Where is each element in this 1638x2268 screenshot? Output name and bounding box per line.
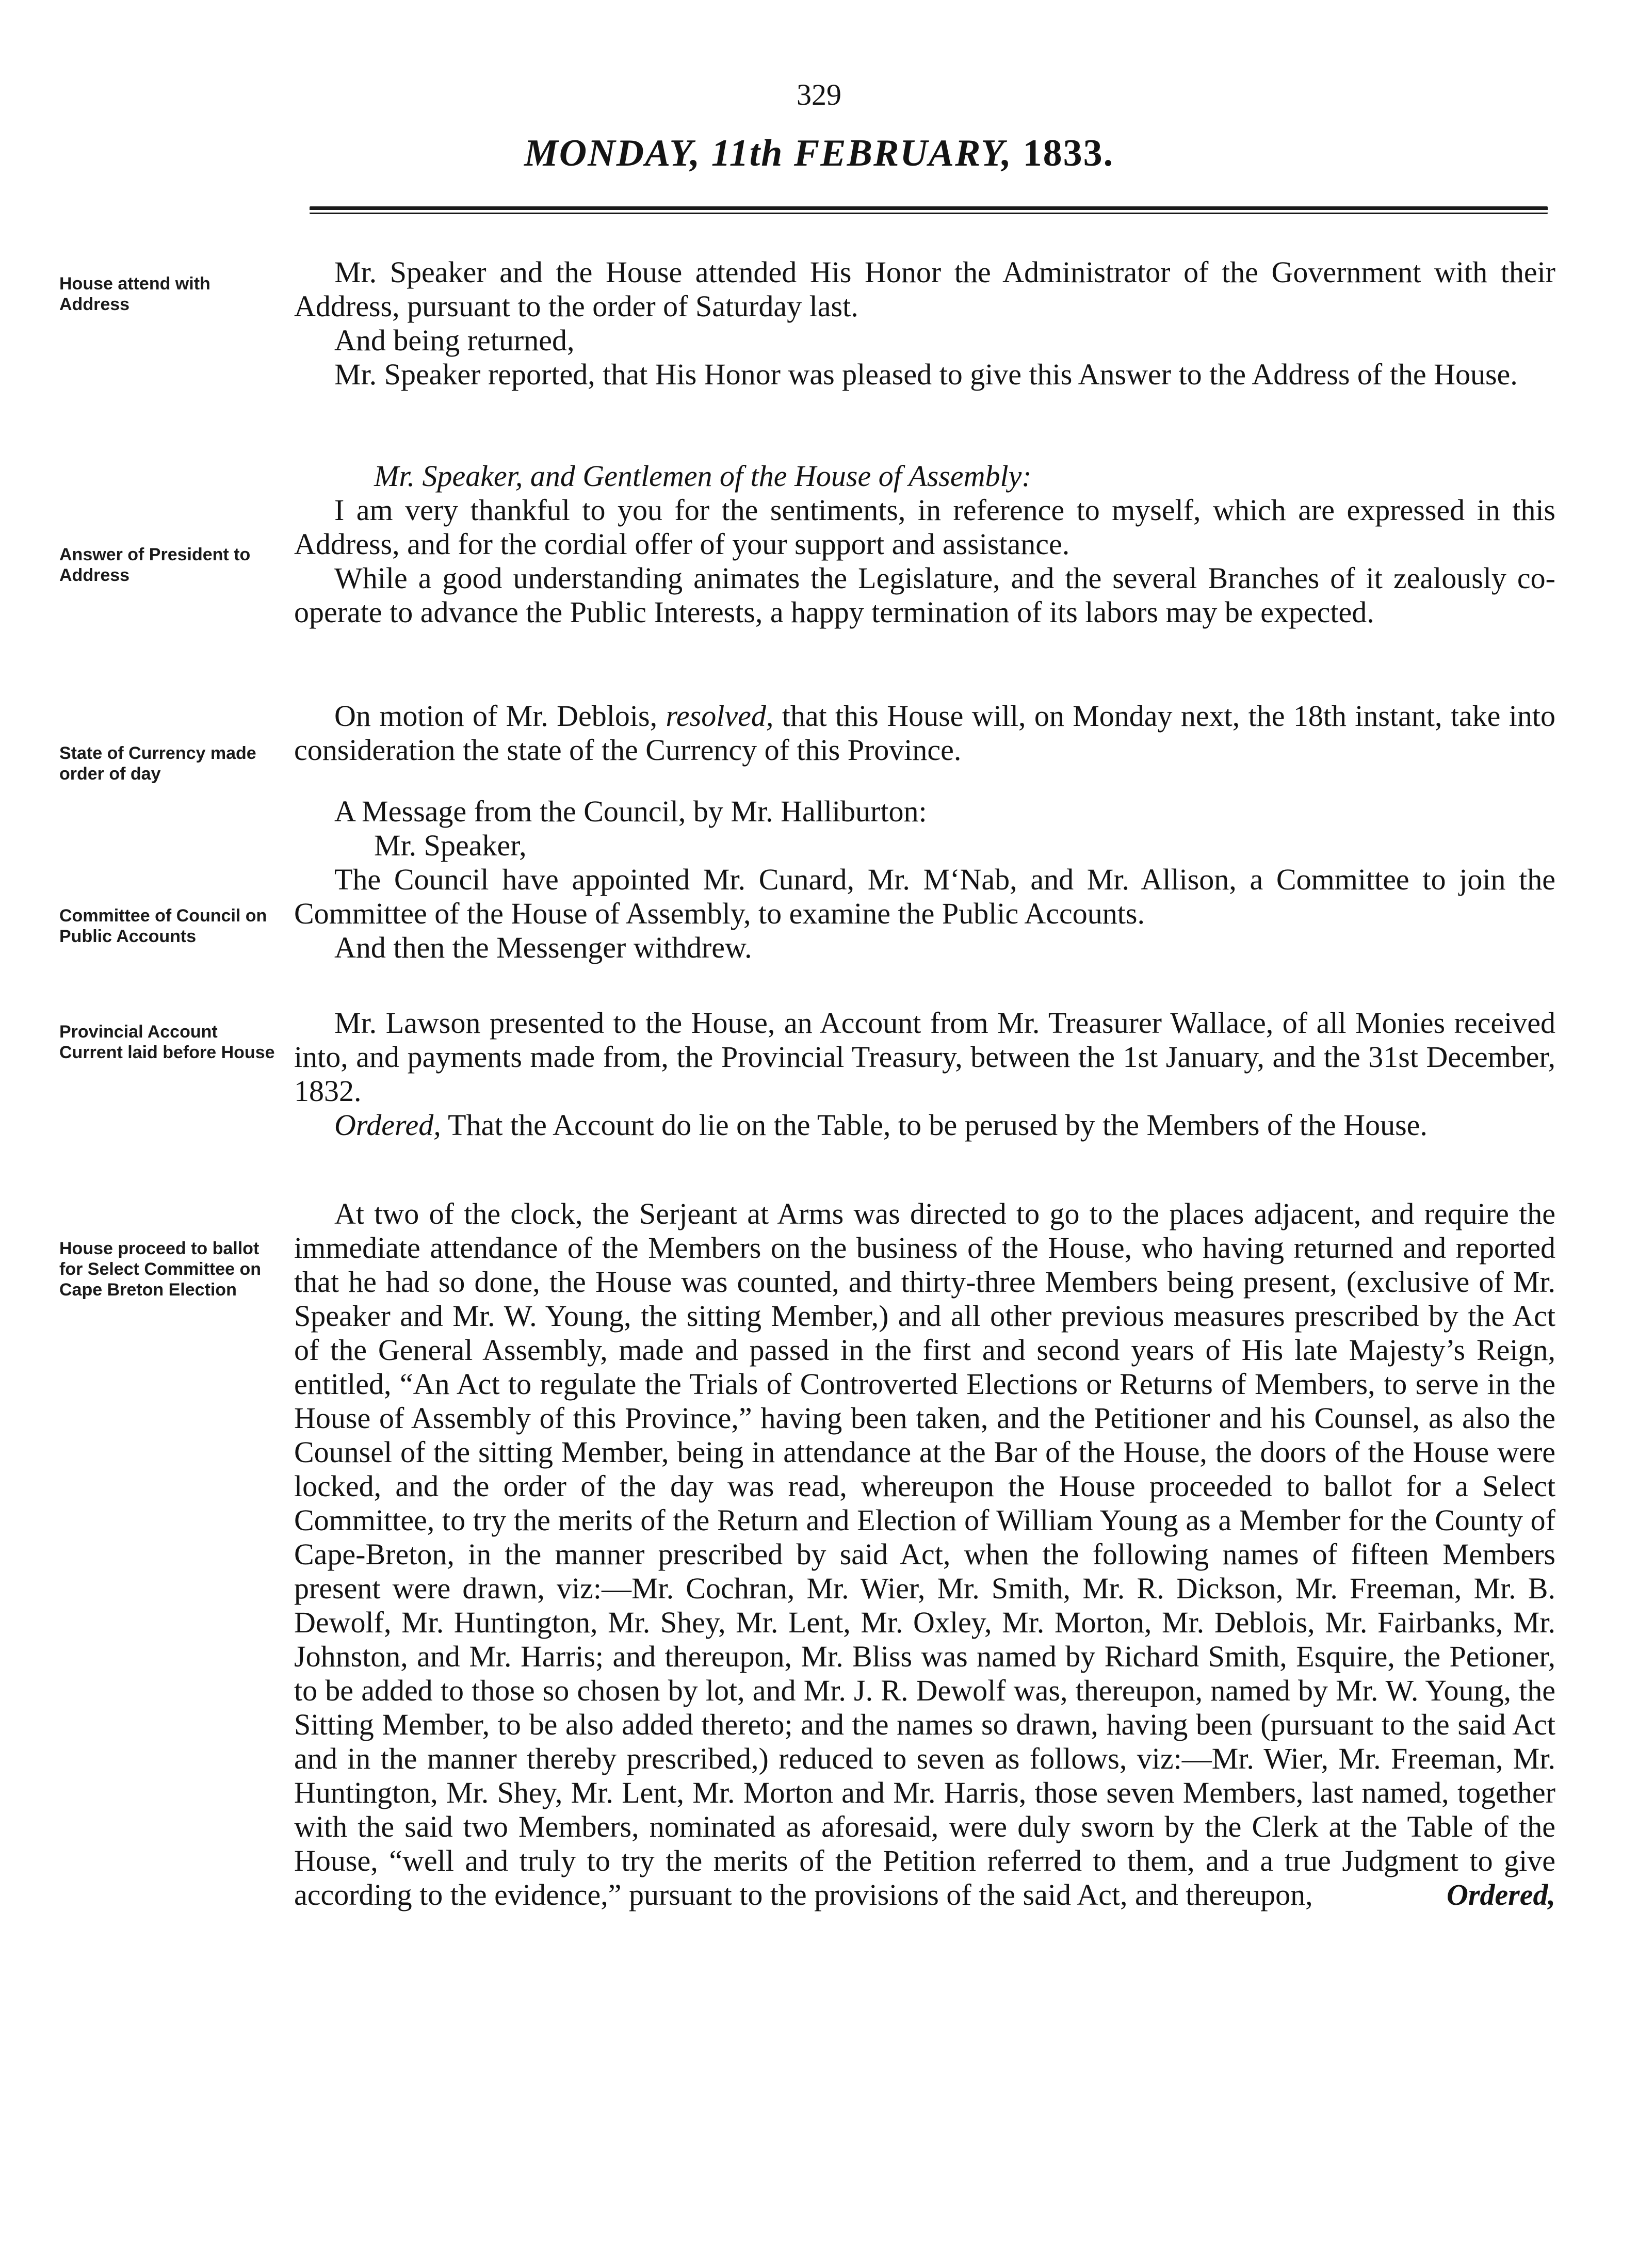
message-address: Mr. Speaker,: [374, 829, 527, 862]
resolved-word: resolved,: [666, 699, 774, 733]
answer-paragraph: While a good understanding animates the Legislature, and the several Branches of it zealously co-operate to advance the Public Interests, a happy termination of its labors may be expected.: [294, 561, 1555, 629]
answer-paragraph: I am very thankful to you for the sentiments, in reference to myself, which are expressed in this Address, and for the cordial offer of your support and assistance.: [294, 493, 1555, 561]
answer-salutation: Mr. Speaker, and Gentlemen of the House of Assembly:: [374, 459, 1032, 493]
catchword: Ordered,: [1446, 1878, 1555, 1911]
message-withdrew: And then the Messenger withdrew.: [334, 931, 752, 964]
heading-month: FEBRUARY,: [793, 132, 1013, 174]
section-account: [294, 1006, 1555, 1142]
address-paragraph: Mr. Speaker and the House attended His Honor the Administrator of the Government with their Address, pursuant to the order of Saturday last.: [294, 255, 1555, 323]
address-report: Mr. Speaker reported, that His Honor was pleased to give this Answer to the Address of the House.: [334, 358, 1518, 391]
heading-year: 1833.: [1023, 132, 1114, 174]
section-currency: [294, 699, 1555, 767]
margin-note-house-attend: House attend with Address: [59, 274, 210, 314]
heading-day: MONDAY,: [524, 132, 701, 174]
page-number: 329: [797, 78, 841, 111]
date-heading: [0, 132, 1638, 175]
heading-date: 11th: [711, 132, 784, 174]
message-text: The Council have appointed Mr. Cunard, Mr. M‘Nab, and Mr. Allison, a Committee to join the Committee of the House of Assembly, to examine the Public Accounts.: [294, 863, 1555, 930]
currency-paragraph: On motion of Mr. Deblois, resolved, that this House will, on Monday next, the 18th instant, take into consideration the state of the Currency of this Province.: [294, 699, 1556, 767]
account-ordered: Ordered, That the Account do lie on the Table, to be perused by the Members of the House.: [334, 1108, 1428, 1142]
section-message: [294, 795, 1555, 965]
section-address: [294, 255, 1555, 392]
ordered-word: Ordered,: [334, 1108, 441, 1142]
message-intro: A Message from the Council, by Mr. Halliburton:: [334, 795, 927, 828]
margin-note-provincial-account: Provincial Account Current laid before House: [59, 1022, 275, 1062]
account-presented: Mr. Lawson presented to the House, an Account from Mr. Treasurer Wallace, of all Monies received into, and payments made from, the Provincial Treasury, between the 1st January, and the 31st December, 1832.: [294, 1006, 1555, 1108]
margin-note-currency: State of Currency made order of day: [59, 743, 256, 784]
section-answer: [294, 459, 1555, 629]
margin-note-ballot: House proceed to ballot for Select Committee on Cape Breton Election: [59, 1239, 262, 1300]
heading-rule: [310, 206, 1548, 214]
ballot-paragraph: At two of the clock, the Serjeant at Arms was directed to go to the places adjacent, and require the immediate attendance of the Members on the business of the House, who having returned and reported that he had so done, the House was counted, and thirty-three Members being present, (exclusive of Mr. Speaker and Mr. W. Young, the sitting Member,) and all other previous measures prescribed by the Act of the General Assembly, made and passed in the first and second years of His late Majesty’s Reign, entitled, “An Act to regulate the Trials of Controverted Elections or Returns of Members, to serve in the House of Assembly of this Province,” having been taken, and the Petitioner and his Counsel, as also the Counsel of the sitting Member, being in attendance at the Bar of the House, the doors of the House were locked, and the order of the day was read, whereupon the House proceeded to ballot for a Select Committee, to try the merits of the Return and Election of William Young as a Member for the County of Cape-Breton, in the manner prescribed by said Act, when the following names of fifteen Members present were drawn, viz:—Mr. Cochran, Mr. Wier, Mr. Smith, Mr. R. Dickson, Mr. Freeman, Mr. B. Dewolf, Mr. Huntington, Mr. Shey, Mr. Lent, Mr. Oxley, Mr. Morton, Mr. Deblois, Mr. Fairbanks, Mr. Johnston, and Mr. Harris; and thereupon, Mr. Bliss was named by Richard Smith, Esquire, the Petioner, to be added to those so chosen by lot, and Mr. J. R. Dewolf was, thereupon, named by Mr. W. Young, the Sitting Member, to be also added thereto; and the names so drawn, having been (pursuant to the said Act and in the manner thereby prescribed,) reduced to seven as follows, viz:—Mr. Wier, Mr. Freeman, Mr. Huntington, Mr. Shey, Mr. Lent, Mr. Morton and Mr. Harris, those seven Members, last named, together with the said two Members, nominated as aforesaid, were duly sworn by the Clerk at the Table of the House, “well and truly to try the merits of the Petition referred to them, and a true Judgment to give according to the evidence,” pursuant to the provisions of the said Act, and thereupon, Ordered,: [294, 1197, 1555, 1911]
margin-note-answer: Answer of President to Address: [59, 545, 251, 585]
address-returned: And being returned,: [334, 323, 575, 357]
margin-note-committee-council: Committee of Council on Public Accounts: [59, 906, 267, 946]
section-ballot: [294, 1197, 1555, 1912]
